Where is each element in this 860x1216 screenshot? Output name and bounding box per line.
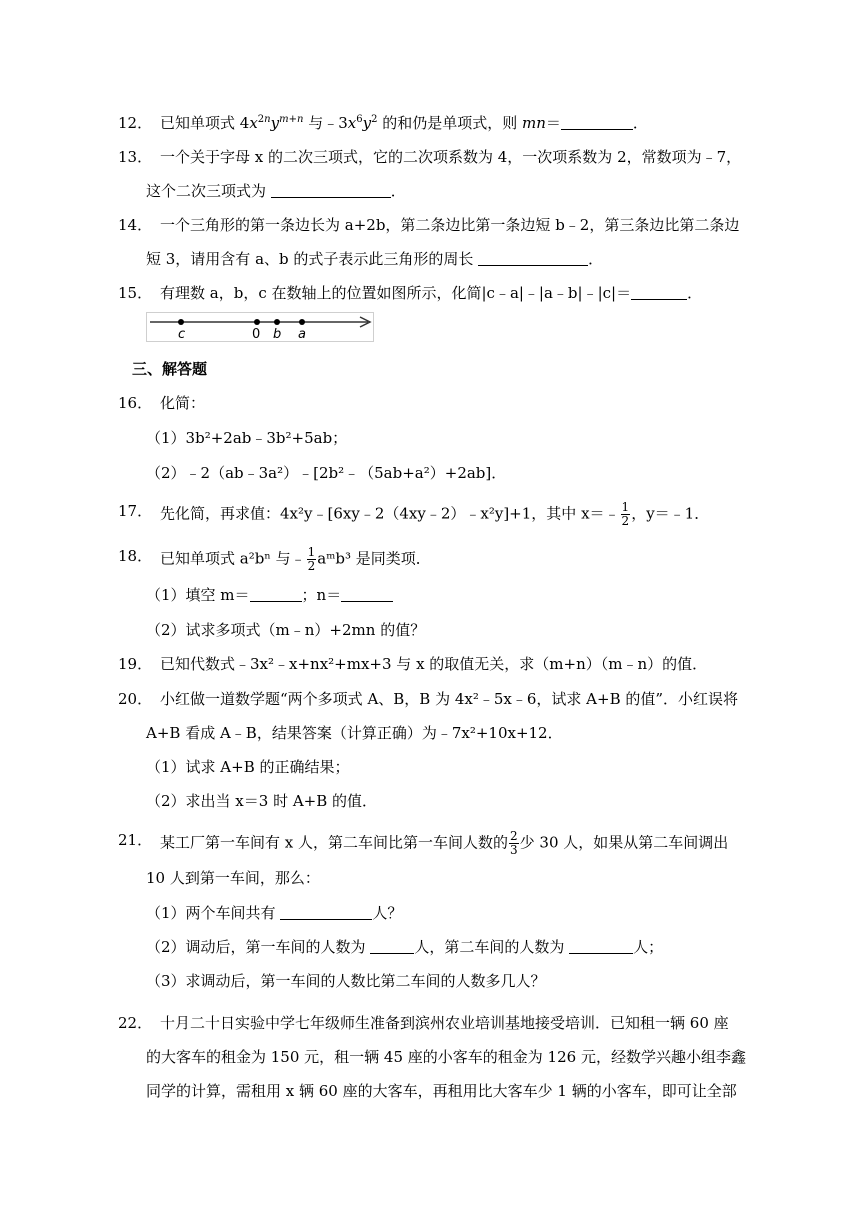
text-part: ． xyxy=(390,182,406,200)
point-b xyxy=(274,319,280,325)
question-text: 已知单项式 a²bⁿ 与﹣ $\frac{1}{2}$ aᵐb³ 是同类项． xyxy=(160,545,431,573)
point-zero xyxy=(254,319,260,325)
question-20-part-2: （2）求出当 x＝3 时 A+B 的值． xyxy=(146,792,378,810)
question-18-part-1 xyxy=(146,585,393,605)
text-part: （2）调动后，第一车间的人数为 xyxy=(146,938,371,956)
question-text xyxy=(160,283,702,303)
fraction xyxy=(307,546,317,573)
question-18-part-2: （2）试求多项式（m﹣n）+2mn 的值？ xyxy=(146,621,426,639)
question-number: 22． xyxy=(118,1014,153,1032)
text-part: ；n＝ xyxy=(301,586,342,604)
question-text: 一个关于字母 x 的二次三项式，它的二次项系数为 4，一次项系数为 2，常数项为﹣7， xyxy=(160,148,742,166)
answer-blank[interactable] xyxy=(569,939,633,954)
question-21-line-2: 10 人到第一车间，那么： xyxy=(146,869,320,887)
question-16-part-2: （2）﹣2（ab﹣3a²）﹣[2b²﹣（5ab+a²）+2ab]． xyxy=(146,464,507,482)
text-part: ． xyxy=(687,284,703,302)
text-part: aᵐb³ 是同类项． xyxy=(317,549,431,568)
question-number: 13． xyxy=(118,148,153,166)
answer-blank[interactable] xyxy=(280,905,372,920)
number-line-figure xyxy=(146,312,374,342)
question-20-part-1: （1）试求 A+B 的正确结果； xyxy=(146,758,350,776)
text-part: ，y＝﹣1． xyxy=(631,504,710,523)
question-21-part-3: （3）求调动后，第一车间的人数比第二车间的人数多几人？ xyxy=(146,972,546,990)
text-part: ． xyxy=(632,114,648,132)
text-part: （1）填空 m＝ xyxy=(146,586,250,604)
label-a: a xyxy=(298,327,306,342)
question-number: 14． xyxy=(118,216,153,234)
question-number: 15． xyxy=(118,284,153,302)
text-part: 与﹣3 xyxy=(303,114,348,132)
question-number: 12． xyxy=(118,114,153,132)
question-number: 19． xyxy=(118,655,153,673)
fraction xyxy=(509,830,519,857)
point-a xyxy=(299,319,305,325)
point-c xyxy=(178,319,184,325)
denominator: 3 xyxy=(510,843,518,857)
text-part: ＝ xyxy=(545,114,561,132)
text-part: 少 30 人，如果从第二车间调出 xyxy=(519,833,729,852)
answer-blank-m[interactable] xyxy=(250,587,302,602)
question-text: 一个三角形的第一条边长为 a+2b，第二条边比第一条边短 b﹣2，第三条边比第二条边 xyxy=(160,216,740,234)
text-part: 某工厂第一车间有 x 人，第二车间比第一车间人数的 xyxy=(160,833,508,852)
text-part: 人； xyxy=(633,938,664,956)
text-part: 人，第二车间的人数为 xyxy=(414,938,570,956)
text-part: 有理数 a，b，c 在数轴上的位置如图所示，化简|c﹣a|﹣|a﹣b|﹣|c|＝ xyxy=(160,284,632,302)
answer-blank-n[interactable] xyxy=(341,587,393,602)
question-21-part-1 xyxy=(146,903,402,923)
question-text: 化简： xyxy=(160,394,206,412)
denominator: 2 xyxy=(307,559,316,573)
text-part: 的和仍是单项式，则 xyxy=(377,114,522,132)
answer-blank[interactable] xyxy=(561,115,633,130)
numerator: 1 xyxy=(307,545,316,559)
text-part: 短 3，请用含有 a、b 的式子表示此三角形的周长 xyxy=(146,250,479,268)
answer-blank[interactable] xyxy=(370,939,414,954)
numerator: 1 xyxy=(621,500,630,514)
numerator: 2 xyxy=(510,829,518,843)
question-number: 16． xyxy=(118,394,153,412)
answer-blank[interactable] xyxy=(271,183,391,198)
section-heading: 三、解答题 xyxy=(132,360,208,378)
question-number: 17． xyxy=(118,502,153,520)
answer-blank[interactable] xyxy=(631,285,687,300)
label-c: c xyxy=(178,327,186,342)
question-text: 十月二十日实验中学七年级师生准备到滨州农业培训基地接受培训．已知租一辆 60 座 xyxy=(160,1014,729,1032)
question-number: 18． xyxy=(118,547,153,565)
question-20-line-2: A+B 看成 A﹣B，结果答案（计算正确）为﹣7x²+10x+12． xyxy=(146,724,563,742)
question-22-line-2: 的大客车的租金为 150 元，租一辆 45 座的小客车的租金为 126 元，经数学兴趣小组李鑫 xyxy=(146,1048,746,1066)
question-number: 21． xyxy=(118,831,153,849)
question-text xyxy=(146,249,603,269)
question-text: 已知单项式 $4x^{2n}y^{m+n}$ 与$﹣3x^6y^2$ 的和仍是单项式，则 mn＝ ． xyxy=(160,114,648,132)
label-b: b xyxy=(273,327,282,342)
question-text: 已知代数式﹣3x²﹣x+nx²+mx+3 与 x 的取值无关，求（m+n）（m﹣n）的值． xyxy=(160,655,708,673)
question-text xyxy=(160,830,728,857)
question-text: 小红做一道数学题“两个多项式 A、B，B 为 4x²﹣5x﹣6，试求 A+B 的值”．小红误将 xyxy=(160,690,739,708)
question-21-part-2 xyxy=(146,937,663,957)
question-22-line-3: 同学的计算，需租用 x 辆 60 座的大客车，再租用比大客车少 1 辆的小客车，即可让全部 xyxy=(146,1082,737,1100)
text-part: 已知单项式 a²bⁿ 与 xyxy=(160,549,291,568)
question-text: 先化简，再求值：4x²y﹣[6xy﹣2（4xy﹣2）﹣x²y]+1，其中 x＝﹣ $\frac{1}{2}$ ，y＝﹣1． xyxy=(160,500,710,528)
denominator: 2 xyxy=(621,514,630,528)
answer-blank[interactable] xyxy=(478,251,588,266)
text-part: （1）两个车间共有 xyxy=(146,904,281,922)
text-part: 已知单项式 4 xyxy=(160,114,250,132)
text-part: 这个二次三项式为 xyxy=(146,182,271,200)
question-text xyxy=(146,181,406,201)
text-part: ． xyxy=(588,250,604,268)
text-part: 先化简，再求值：4x²y﹣[6xy﹣2（4xy﹣2）﹣x²y]+1，其中 x＝ xyxy=(160,504,605,523)
fraction xyxy=(621,501,631,528)
question-16-part-1: （1）3b²+2ab﹣3b²+5ab； xyxy=(146,429,348,447)
label-zero: 0 xyxy=(252,327,261,342)
text-part: 人？ xyxy=(372,904,403,922)
question-number: 20． xyxy=(118,690,153,708)
